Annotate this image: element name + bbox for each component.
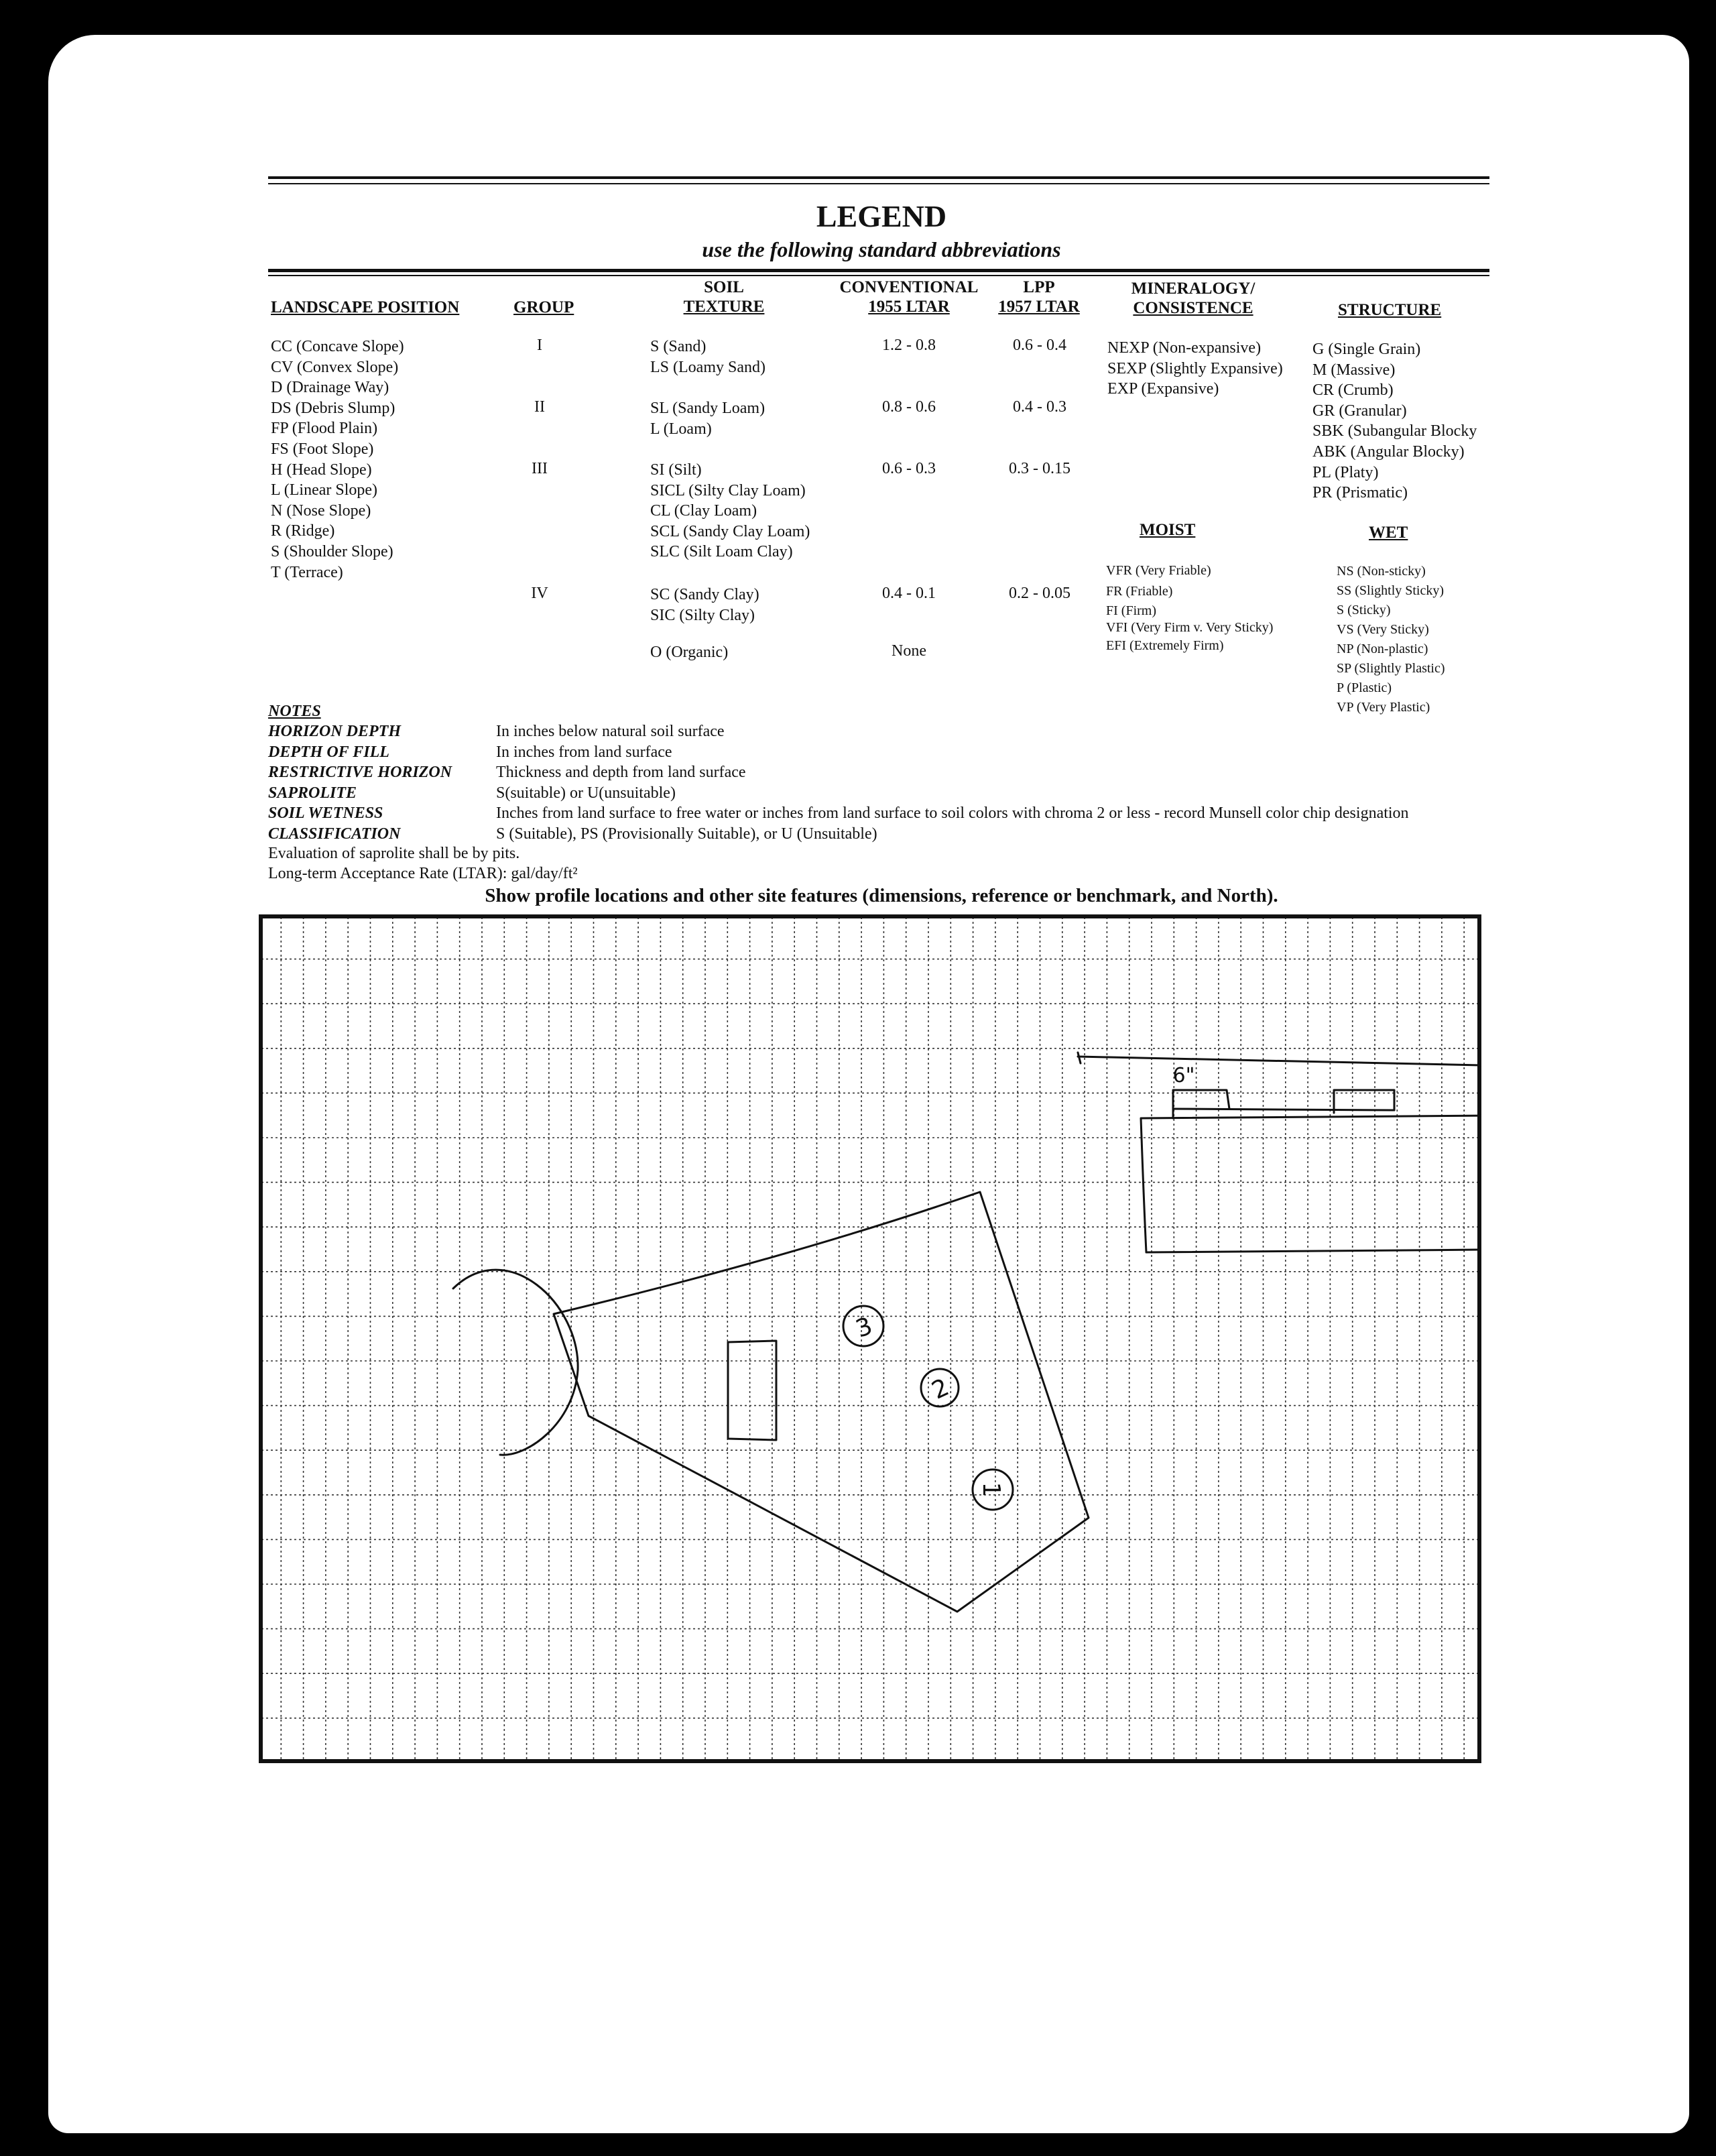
conventional-ltar: 0.4 - 0.1 bbox=[882, 585, 936, 602]
dimension-line bbox=[1173, 1109, 1394, 1110]
site-sketch bbox=[453, 1053, 1481, 1612]
wet-item: SP (Slightly Plastic) bbox=[1337, 661, 1445, 676]
landscape-item: H (Head Slope) bbox=[271, 461, 372, 479]
note-term: SAPROLITE bbox=[268, 784, 357, 802]
landscape-item: DS (Debris Slump) bbox=[271, 399, 395, 417]
header-mineralogy: MINERALOGY/ CONSISTENCE bbox=[1131, 280, 1255, 317]
structure-item: G (Single Grain) bbox=[1312, 341, 1421, 358]
profile-label: 3 bbox=[852, 1312, 876, 1343]
texture-organic: O (Organic) bbox=[650, 644, 729, 661]
moist-item: EFI (Extremely Firm) bbox=[1106, 638, 1224, 653]
reference-line bbox=[1078, 1057, 1481, 1066]
dimension-label: 6" bbox=[1172, 1064, 1195, 1087]
landscape-item: S (Shoulder Slope) bbox=[271, 542, 393, 560]
group-label: IV bbox=[531, 585, 548, 602]
texture-item: SC (Sandy Clay) bbox=[650, 586, 759, 603]
top-rule-thin bbox=[268, 183, 1489, 184]
wet-item: NP (Non-plastic) bbox=[1337, 642, 1428, 656]
note-desc: S(suitable) or U(unsuitable) bbox=[496, 784, 676, 802]
landscape-item: CV (Convex Slope) bbox=[271, 358, 399, 376]
lpp-ltar: 0.3 - 0.15 bbox=[1009, 460, 1070, 477]
evaluation-note: Evaluation of saprolite shall be by pits. bbox=[268, 845, 520, 862]
structure-list bbox=[1312, 339, 1477, 503]
moist-item: FR (Friable) bbox=[1106, 584, 1173, 599]
landscape-item: D (Drainage Way) bbox=[271, 379, 389, 397]
structure-item: ABK (Angular Blocky) bbox=[1312, 442, 1465, 461]
moist-item: FI (Firm) bbox=[1106, 603, 1156, 618]
note-term: HORIZON DEPTH bbox=[268, 723, 401, 740]
header-conventional: CONVENTIONAL 1955 LTAR bbox=[839, 278, 979, 316]
note-term: DEPTH OF FILL bbox=[268, 743, 389, 761]
landscape-list bbox=[271, 337, 404, 583]
mineralogy-item: SEXP (Slightly Expansive) bbox=[1107, 359, 1283, 377]
group-label: III bbox=[532, 460, 548, 477]
notes-heading: NOTES bbox=[268, 703, 321, 720]
wet-item: S (Sticky) bbox=[1337, 603, 1391, 617]
header-landscape: LANDSCAPE POSITION bbox=[271, 298, 460, 316]
structure-item: GR (Granular) bbox=[1312, 402, 1407, 420]
moist-item: VFI (Very Firm v. Very Sticky) bbox=[1106, 620, 1274, 635]
legend-subtitle: use the following standard abbreviations bbox=[702, 237, 1061, 261]
note-desc: In inches below natural soil surface bbox=[496, 723, 725, 740]
moist-list bbox=[1106, 560, 1273, 656]
structure-item: CR (Crumb) bbox=[1312, 381, 1394, 400]
landscape-item: R (Ridge) bbox=[271, 522, 335, 540]
texture-item: LS (Loamy Sand) bbox=[650, 358, 765, 376]
texture-item: SICL (Silty Clay Loam) bbox=[650, 481, 806, 499]
conventional-ltar: 0.6 - 0.3 bbox=[882, 460, 936, 477]
header-rule-thin bbox=[268, 275, 1489, 276]
conventional-ltar: None bbox=[892, 642, 926, 660]
group-label: I bbox=[537, 337, 542, 354]
profile-label: 1 bbox=[977, 1482, 1005, 1498]
texture-item: SLC (Silt Loam Clay) bbox=[650, 543, 793, 561]
moist-item: VFR (Very Friable) bbox=[1106, 563, 1211, 578]
landscape-item: FS (Foot Slope) bbox=[271, 440, 374, 458]
texture-group-2 bbox=[650, 398, 765, 439]
structure-item: PR (Prismatic) bbox=[1312, 484, 1408, 502]
texture-item: L (Loam) bbox=[650, 420, 712, 438]
structure-item: PL (Platy) bbox=[1312, 463, 1379, 481]
note-desc: Inches from land surface to free water or inches from land surface to soil colors with chroma 2 or less - record Munsell color chip designation bbox=[496, 804, 1409, 822]
ltar-note: Long-term Acceptance Rate (LTAR): gal/day/ft² bbox=[268, 865, 578, 882]
notes-descriptions bbox=[496, 721, 1409, 844]
wet-item: NS (Non-sticky) bbox=[1337, 564, 1426, 579]
texture-item: SL (Sandy Loam) bbox=[650, 400, 765, 417]
header-lpp: LPP 1957 LTAR bbox=[998, 278, 1080, 316]
texture-item: SCL (Sandy Clay Loam) bbox=[650, 522, 810, 540]
note-term: SOIL WETNESS bbox=[268, 804, 383, 822]
site-plan-instruction: Show profile locations and other site features (dimensions, reference or benchmark, and North). bbox=[485, 885, 1278, 906]
group-label: II bbox=[534, 398, 545, 416]
texture-item: S (Sand) bbox=[650, 338, 707, 355]
note-desc: Thickness and depth from land surface bbox=[496, 764, 746, 781]
header-moist: MOIST bbox=[1140, 521, 1196, 539]
note-desc: S (Suitable), PS (Provisionally Suitable), or U (Unsuitable) bbox=[496, 825, 877, 843]
small-rectangle bbox=[728, 1341, 776, 1440]
texture-group-1 bbox=[650, 337, 765, 377]
site-plan-grid bbox=[259, 914, 1481, 1763]
wet-item: SS (Slightly Sticky) bbox=[1337, 583, 1445, 598]
septic-field-outline bbox=[554, 1192, 1089, 1612]
profile-label: 2 bbox=[928, 1373, 954, 1405]
lpp-ltar: 0.2 - 0.05 bbox=[1009, 585, 1070, 602]
top-rule bbox=[268, 176, 1489, 179]
texture-item: SI (Silt) bbox=[650, 461, 702, 479]
wet-list bbox=[1337, 562, 1445, 717]
texture-group-4 bbox=[650, 585, 759, 625]
lpp-ltar: 0.6 - 0.4 bbox=[1013, 337, 1066, 354]
note-term: RESTRICTIVE HORIZON bbox=[268, 764, 452, 781]
landscape-item: N (Nose Slope) bbox=[271, 501, 371, 520]
texture-item: CL (Clay Loam) bbox=[650, 502, 757, 520]
texture-group-3 bbox=[650, 460, 810, 562]
note-term: CLASSIFICATION bbox=[268, 825, 401, 843]
house-outline bbox=[1141, 1116, 1481, 1252]
header-structure: STRUCTURE bbox=[1338, 301, 1442, 319]
header-soil-texture: SOIL TEXTURE bbox=[683, 278, 765, 316]
texture-item: SIC (Silty Clay) bbox=[650, 606, 755, 624]
mineralogy-item: EXP (Expansive) bbox=[1107, 380, 1219, 398]
wet-item: P (Plastic) bbox=[1337, 680, 1392, 695]
wet-item: VP (Very Plastic) bbox=[1337, 700, 1430, 715]
header-wet: WET bbox=[1369, 524, 1408, 542]
conventional-ltar: 0.8 - 0.6 bbox=[882, 398, 936, 416]
dimension-bracket-left bbox=[1173, 1090, 1229, 1118]
structure-item: SBK (Subangular Blocky bbox=[1312, 422, 1477, 440]
notes-terms bbox=[268, 721, 452, 844]
landscape-item: T (Terrace) bbox=[271, 563, 343, 581]
conventional-ltar: 1.2 - 0.8 bbox=[882, 337, 936, 354]
note-desc: In inches from land surface bbox=[496, 743, 672, 761]
mineralogy-item: NEXP (Non-expansive) bbox=[1107, 339, 1262, 357]
header-rule bbox=[268, 269, 1489, 272]
structure-item: M (Massive) bbox=[1312, 361, 1396, 379]
landscape-item: CC (Concave Slope) bbox=[271, 338, 404, 355]
landscape-item: FP (Flood Plain) bbox=[271, 420, 378, 438]
lpp-ltar: 0.4 - 0.3 bbox=[1013, 398, 1066, 416]
wet-item: VS (Very Sticky) bbox=[1337, 622, 1429, 637]
header-group: GROUP bbox=[513, 298, 574, 316]
arc-feature bbox=[453, 1270, 578, 1455]
mineralogy-list bbox=[1107, 338, 1283, 400]
legend-title: LEGEND bbox=[816, 199, 947, 233]
reference-tick bbox=[1078, 1053, 1081, 1063]
landscape-item: L (Linear Slope) bbox=[271, 481, 378, 499]
